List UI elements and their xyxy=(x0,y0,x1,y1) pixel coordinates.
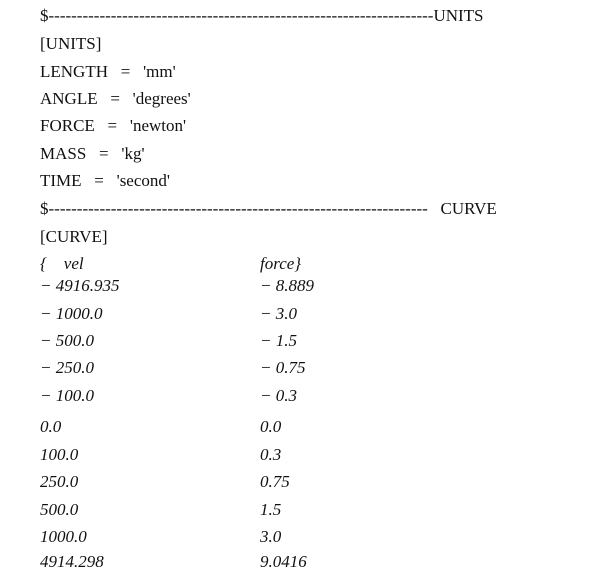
vel-value: − 250.0 xyxy=(40,358,94,377)
force-value: 1.5 xyxy=(260,500,282,519)
vel-value: 4914.298 xyxy=(40,552,104,571)
vel-value: − 4916.935 xyxy=(40,276,120,295)
curve-header: [CURVE] xyxy=(40,227,108,246)
vel-value: − 100.0 xyxy=(40,386,94,405)
units-row-length: LENGTH = 'mm' xyxy=(40,62,176,81)
units-header: [UNITS] xyxy=(40,34,102,53)
force-value: 0.3 xyxy=(260,445,282,464)
units-separator: $--------------------------------------------------------------------UNITS xyxy=(40,6,484,25)
vel-value: − 500.0 xyxy=(40,331,94,350)
force-value: 0.75 xyxy=(260,472,290,491)
curve-separator: $------------------------------------------------------------------- CURVE xyxy=(40,199,497,218)
force-value: − 0.3 xyxy=(260,386,297,405)
force-value: 9.0416 xyxy=(260,552,307,571)
force-value: − 1.5 xyxy=(260,331,297,350)
force-value: − 3.0 xyxy=(260,304,297,323)
force-value: 0.0 xyxy=(260,417,282,436)
force-value: − 8.889 xyxy=(260,276,314,295)
vel-value: 1000.0 xyxy=(40,527,87,546)
units-row-force: FORCE = 'newton' xyxy=(40,116,187,135)
vel-value: − 1000.0 xyxy=(40,304,103,323)
units-row-mass: MASS = 'kg' xyxy=(40,144,145,163)
units-row-angle: ANGLE = 'degrees' xyxy=(40,89,191,108)
vel-value: 500.0 xyxy=(40,500,79,519)
force-value: − 0.75 xyxy=(260,358,306,377)
vel-value: 100.0 xyxy=(40,445,79,464)
column-header-vel: { vel xyxy=(40,254,84,273)
vel-value: 250.0 xyxy=(40,472,79,491)
force-value: 3.0 xyxy=(260,527,282,546)
units-row-time: TIME = 'second' xyxy=(40,171,170,190)
column-header-force: force} xyxy=(260,254,302,273)
vel-value: 0.0 xyxy=(40,417,62,436)
